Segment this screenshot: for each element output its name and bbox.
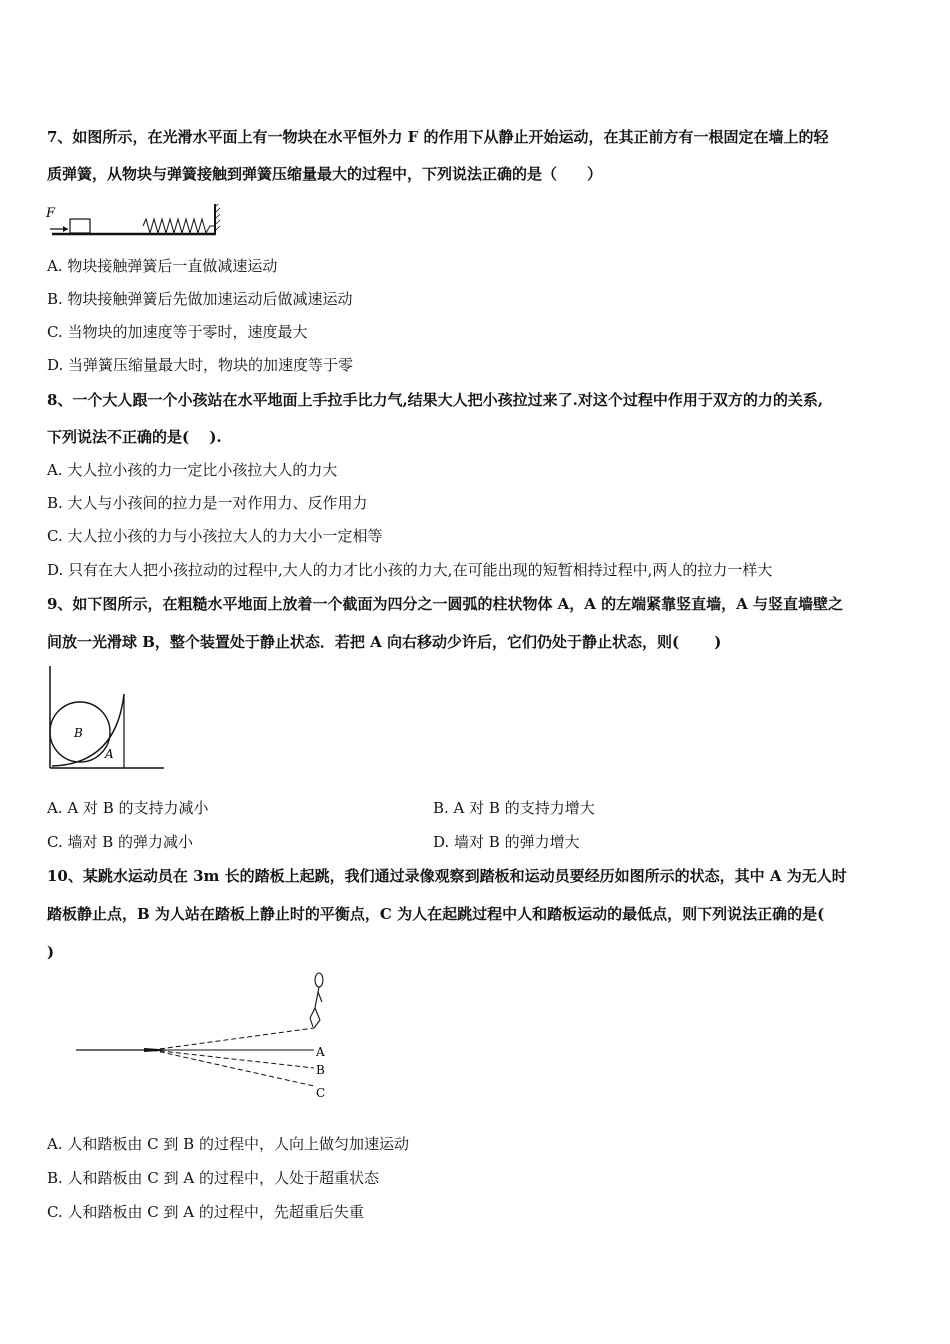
- q9-option-b: B. A 对 B 的支持力增大: [433, 799, 595, 817]
- q10-option-c: C. 人和踏板由 C 到 A 的过程中，先超重后失重: [47, 1203, 364, 1221]
- q7-stem-line2: 质弹簧，从物块与弹簧接触到弹簧压缩量最大的过程中，下列说法正确的是（ ）: [47, 165, 603, 183]
- q8-option-d: D. 只有在大人把小孩拉动的过程中,大人的力才比小孩的力大,在可能出现的短暂相持过程中,两人的拉力一样大: [47, 561, 773, 579]
- q9-figure-label-a: A: [105, 747, 114, 761]
- q7-stem-line1: 7、如图所示，在光滑水平面上有一物块在水平恒外力 F 的作用下从静止开始运动，在其正前方有一根固定在墙上的轻: [47, 128, 829, 146]
- q7-option-b: B. 物块接触弹簧后先做加速运动后做减速运动: [47, 290, 353, 308]
- q7-option-c: C. 当物块的加速度等于零时，速度最大: [47, 323, 308, 341]
- q10-option-b: B. 人和踏板由 C 到 A 的过程中，人处于超重状态: [47, 1169, 379, 1187]
- q9-option-a: A. A 对 B 的支持力减小: [47, 799, 209, 817]
- q8-stem-line2: 下列说法不正确的是( ).: [47, 428, 222, 446]
- q9-option-c: C. 墙对 B 的弹力减小: [47, 833, 194, 851]
- q8-option-b: B. 大人与小孩间的拉力是一对作用力、反作用力: [47, 494, 368, 512]
- q10-figure-label-a: A: [316, 1045, 325, 1059]
- q7-option-d: D. 当弹簧压缩量最大时，物块的加速度等于零: [47, 356, 354, 374]
- q10-stem-line3: ): [47, 943, 55, 961]
- q10-figure-diving-board: [74, 970, 344, 1102]
- q8-stem-line1: 8、一个大人跟一个小孩站在水平地面上手拉手比力气,结果大人把小孩拉过来了.对这个过程中作用于双方的力的关系,: [47, 391, 824, 409]
- q7-figure-force-label: F: [46, 206, 56, 221]
- q7-figure-block-spring: [46, 204, 222, 240]
- q10-figure-label-b: B: [316, 1063, 325, 1077]
- q10-option-a: A. 人和踏板由 C 到 B 的过程中，人向上做匀加速运动: [47, 1135, 409, 1153]
- q9-stem-line2: 间放一光滑球 B，整个装置处于静止状态．若把 A 向右移动少许后，它们仍处于静止状态，则( ): [47, 633, 722, 651]
- q10-stem-line1: 10、某跳水运动员在 3m 长的踏板上起跳，我们通过录像观察到踏板和运动员要经历如图所示的状态，其中 A 为无人时: [47, 867, 847, 885]
- q7-option-a: A. 物块接触弹簧后一直做减速运动: [47, 257, 278, 275]
- q9-figure-label-b: B: [74, 726, 83, 740]
- q9-figure-ball-arc: [46, 666, 168, 772]
- q8-option-c: C. 大人拉小孩的力与小孩拉大人的力大小一定相等: [47, 527, 383, 545]
- q10-stem-line2: 踏板静止点，B 为人站在踏板上静止时的平衡点，C 为人在起跳过程中人和踏板运动的最低点，则下列说法正确的是(: [47, 905, 825, 923]
- q8-option-a: A. 大人拉小孩的力一定比小孩拉大人的力大: [47, 461, 338, 479]
- q10-figure-label-c: C: [316, 1086, 326, 1100]
- q9-option-d: D. 墙对 B 的弹力增大: [433, 833, 580, 851]
- q9-stem-line1: 9、如下图所示，在粗糙水平地面上放着一个截面为四分之一圆弧的柱状物体 A，A 的左端紧靠竖直墙，A 与竖直墙壁之: [47, 595, 844, 613]
